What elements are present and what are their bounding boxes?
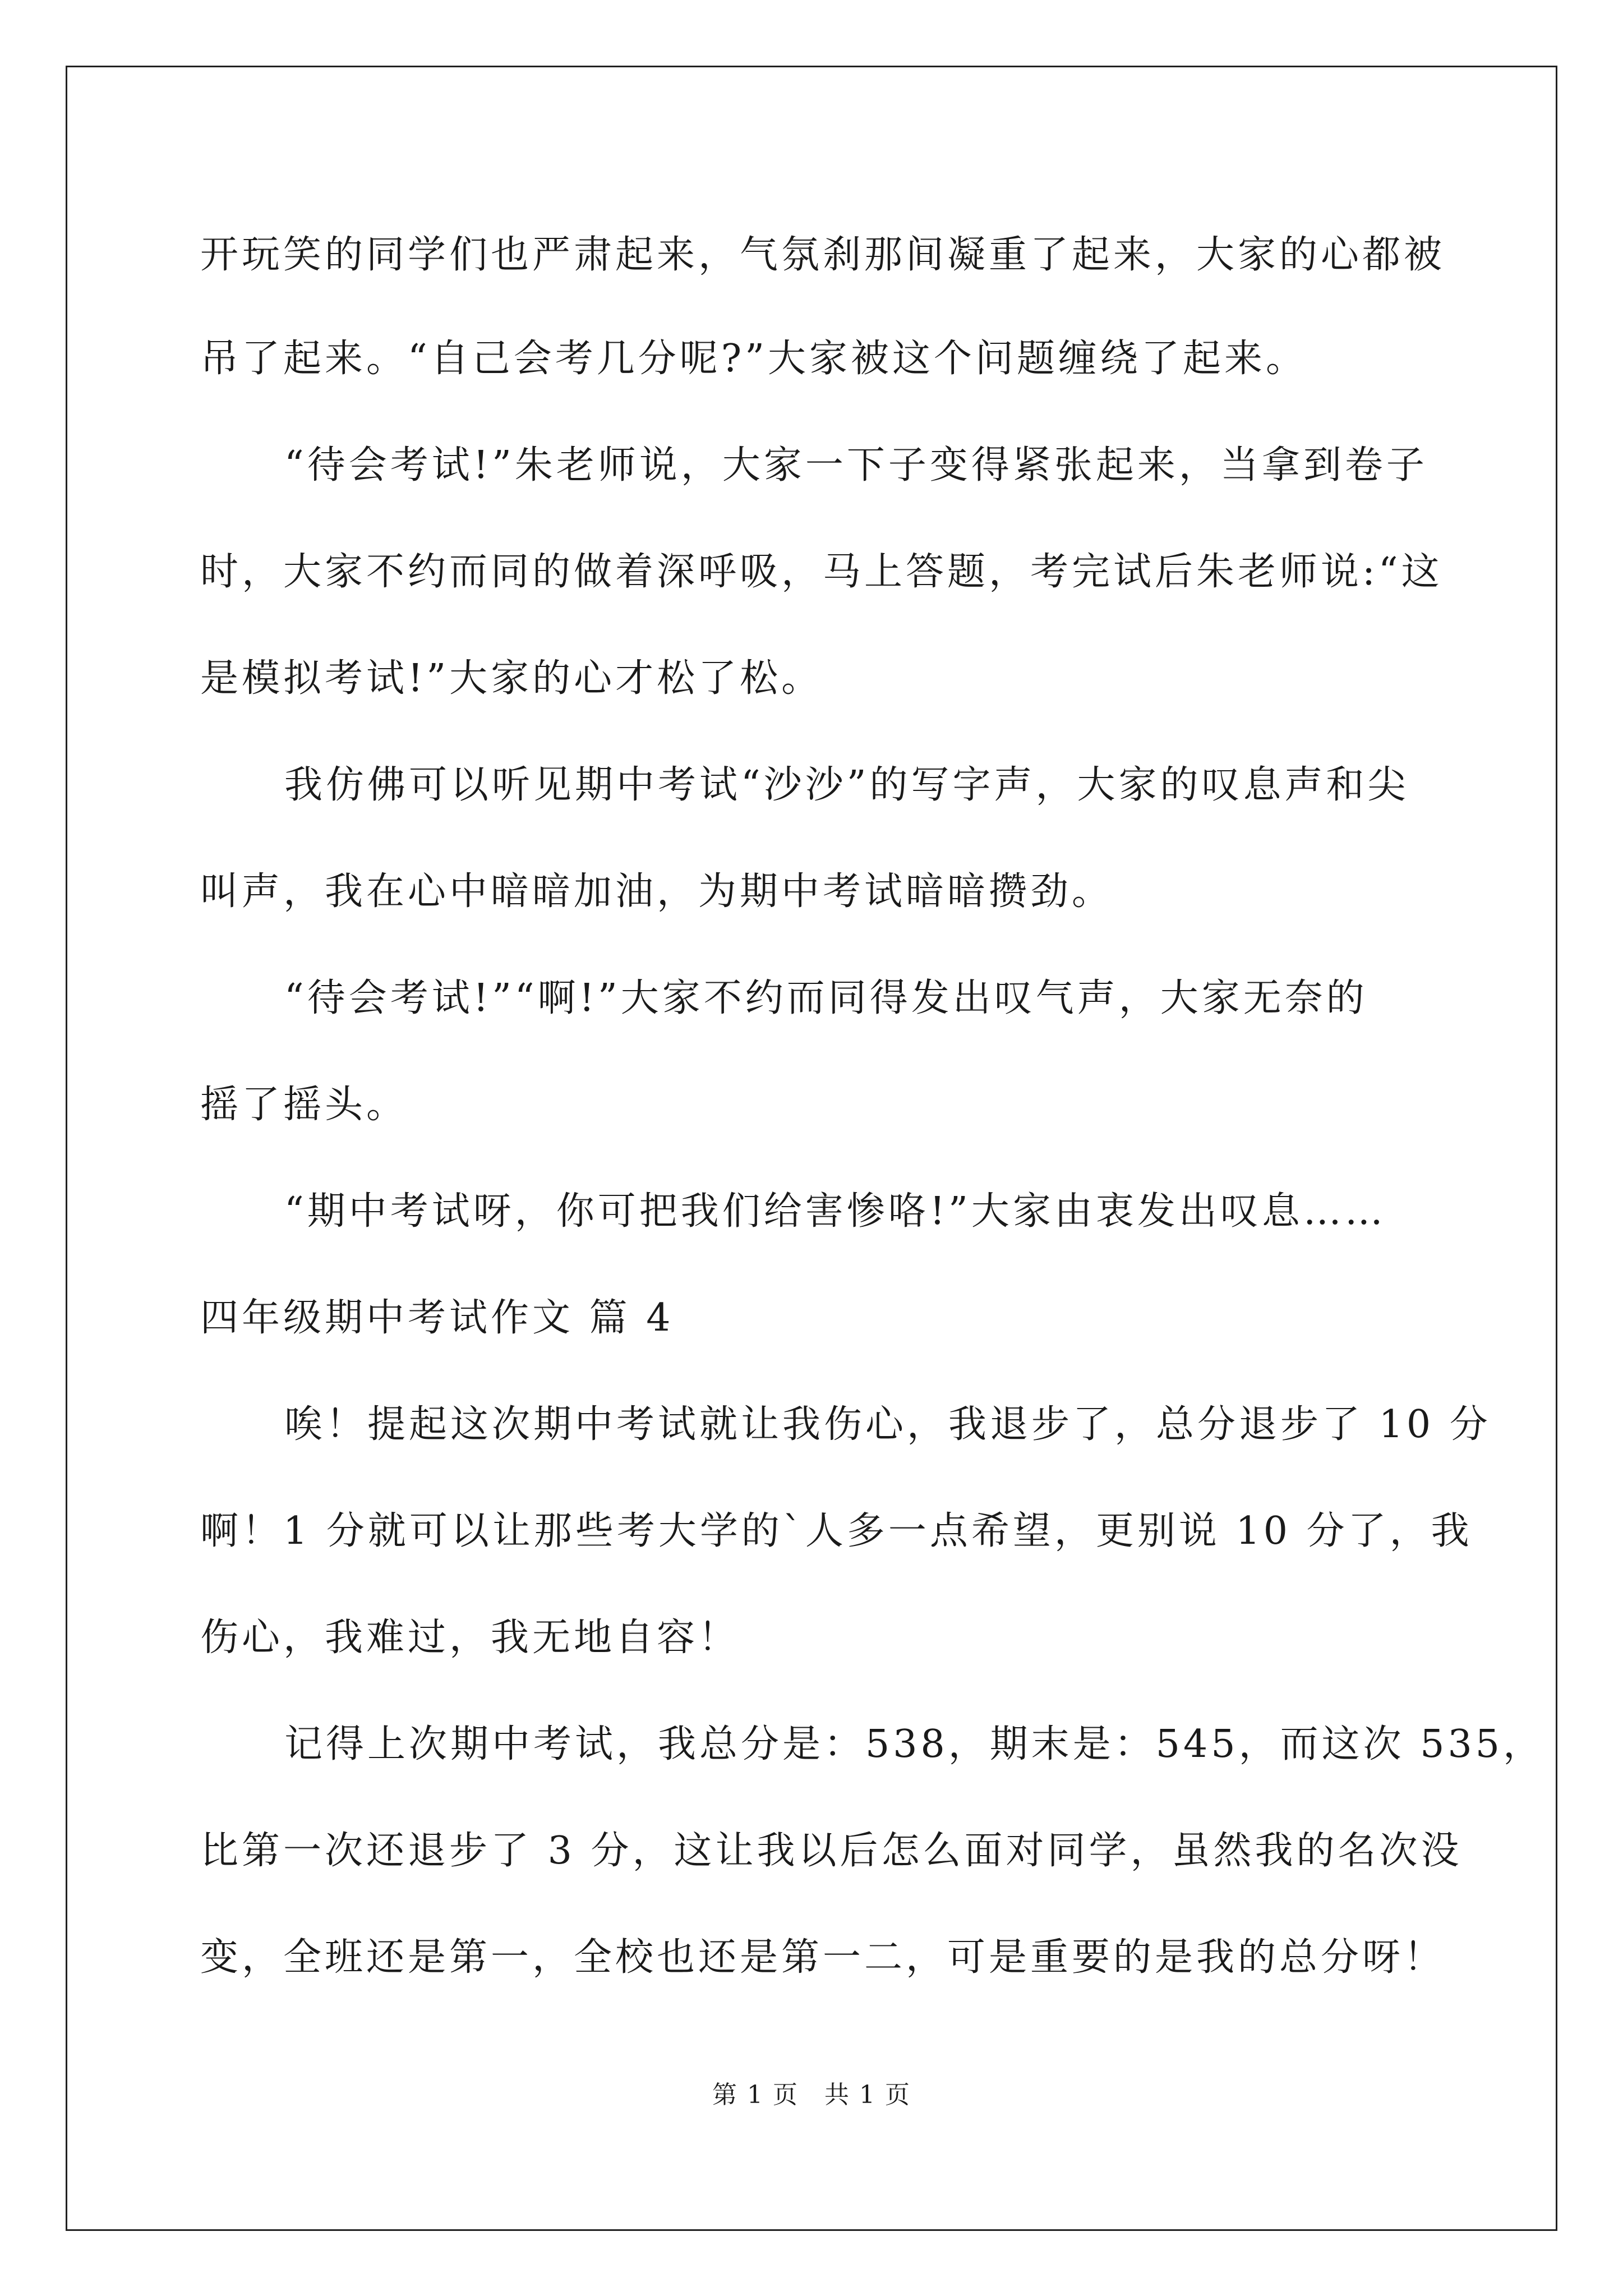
paragraph-start-line: 记得上次期中考试，我总分是：538，期末是：545，而这次 535， [284, 1722, 1544, 1766]
text-line: 比第一次还退步了 3 分，这让我以后怎么面对同学，虽然我的名次没 [200, 1829, 1463, 1873]
page-border [66, 66, 1557, 2231]
paragraph-start-line: 我仿佛可以听见期中考试“沙沙”的写字声，大家的叹息声和尖 [284, 763, 1409, 807]
text-line: 吊了起来。“自己会考几分呢?”大家被这个问题缠绕了起来。 [200, 337, 1307, 381]
text-line: 开玩笑的同学们也严肃起来，气氛刹那间凝重了起来，大家的心都被 [200, 233, 1446, 277]
text-line: 是模拟考试!”大家的心才松了松。 [200, 656, 823, 701]
page-footer: 第 1 页 共 1 页 [712, 2081, 911, 2109]
section-heading: 四年级期中考试作文 篇 4 [200, 1296, 674, 1340]
paragraph-start-line: “待会考试!”朱老师说，大家一下子变得紧张起来，当拿到卷子 [284, 443, 1428, 487]
text-line: 叫声，我在心中暗暗加油，为期中考试暗暗攒劲。 [200, 869, 1114, 914]
text-line: 伤心，我难过，我无地自容！ [200, 1616, 740, 1660]
text-line: 摇了摇头。 [200, 1083, 408, 1127]
text-line: 时，大家不约而同的做着深呼吸，马上答题，考完试后朱老师说:“这 [200, 550, 1443, 594]
paragraph-start-line: 唉！提起这次期中考试就让我伤心，我退步了，总分退步了 10 分 [284, 1402, 1491, 1447]
text-line: 啊！1 分就可以让那些考大学的`人多一点希望，更别说 10 分了，我 [200, 1509, 1473, 1553]
paragraph-start-line: “期中考试呀，你可把我们给害惨咯!”大家由衷发出叹息…… [284, 1189, 1386, 1234]
paragraph-start-line: “待会考试!”“啊!”大家不约而同得发出叹气声，大家无奈的 [284, 976, 1368, 1020]
text-line: 变，全班还是第一，全校也还是第一二，可是重要的是我的总分呀！ [200, 1935, 1446, 1980]
